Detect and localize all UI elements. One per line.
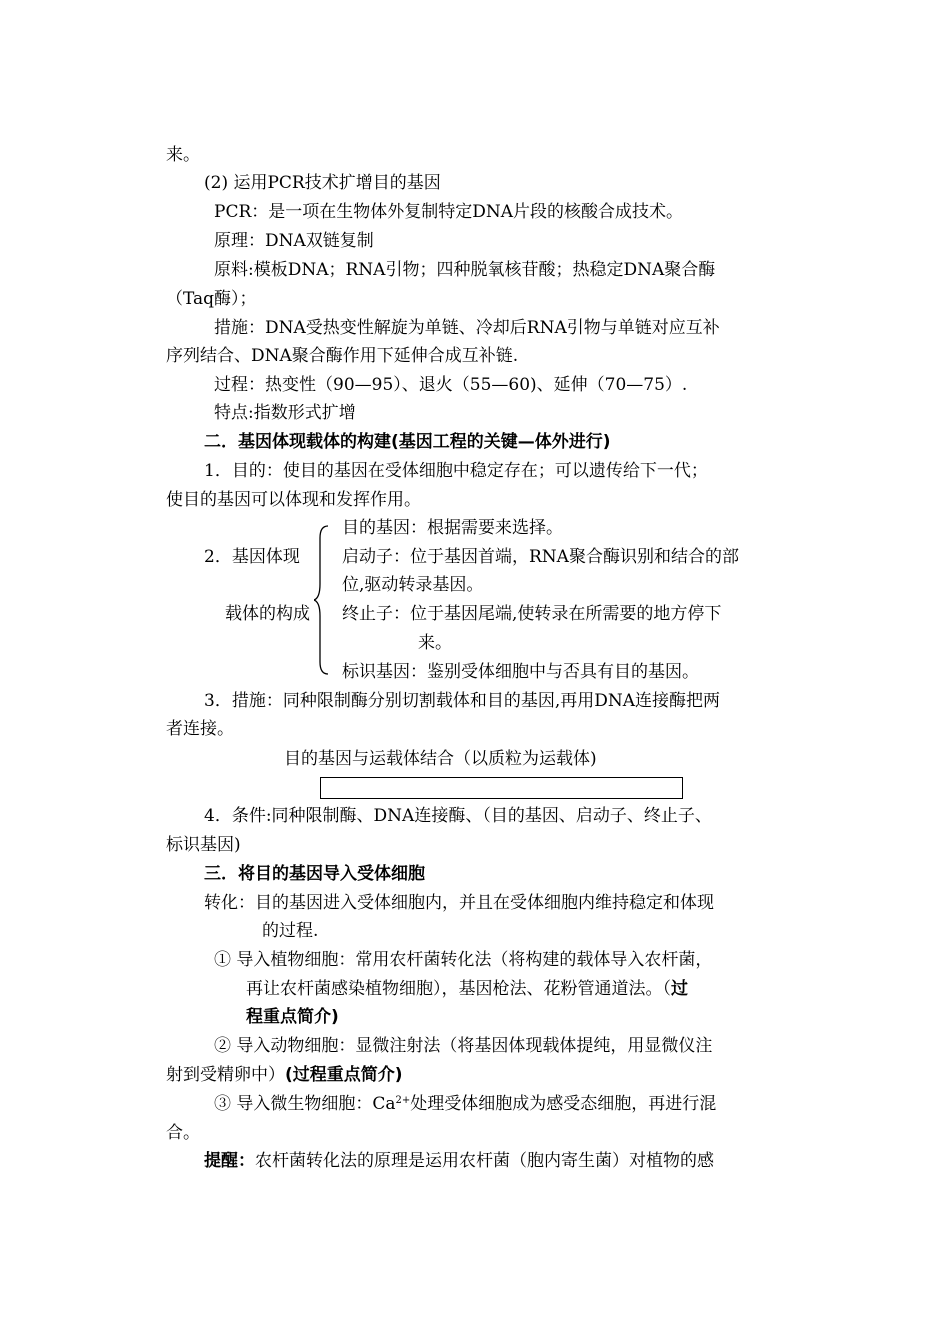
text-line: [204, 1149, 714, 1173]
text-line: 来。: [418, 633, 452, 653]
text-line: 标识基因): [166, 835, 241, 855]
text-line: 程重点简介): [246, 1007, 339, 1027]
text-span: 射到受精卵中）: [166, 1065, 285, 1085]
text-span: 农杆菌转化法的原理是运用农杆菌（胞内寄生菌）对植物的感: [255, 1151, 714, 1171]
text-line: 的过程.: [262, 921, 319, 941]
text-line: ② 导入动物细胞：显微注射法（将基因体现载体提纯，用显微仪注: [214, 1036, 713, 1056]
section-heading: 三．将目的基因导入受体细胞: [204, 864, 425, 884]
section-heading: 二．基因体现载体的构建(基因工程的关键—体外进行): [204, 432, 611, 452]
text-line: 合。: [166, 1123, 200, 1143]
text-line: 过程：热变性（90—95）、退火（55—60)、延伸（70—75）.: [214, 375, 688, 395]
text-span: 提醒：: [204, 1151, 255, 1171]
text-line: 序列结合、DNA聚合酶作用下延伸合成互补链.: [166, 346, 519, 366]
text-line: ① 导入植物细胞：常用农杆菌转化法（将构建的载体导入农杆菌，: [214, 950, 713, 970]
text-line: 载体的构成: [225, 604, 310, 624]
text-line: 终止子：位于基因尾端,使转录在所需要的地方停下: [342, 604, 722, 624]
text-line: 转化：目的基因进入受体细胞内，并且在受体细胞内维持稳定和体现: [204, 893, 714, 913]
text-line: 目的基因：根据需要来选择。: [342, 518, 563, 538]
text-line: 2．基因体现: [204, 547, 300, 567]
text-span: 再让农杆菌感染植物细胞），基因枪法、花粉管通道法。（: [246, 979, 671, 999]
text-line: 1．目的：使目的基因在受体细胞中稳定存在；可以遗传给下一代；: [204, 461, 708, 481]
text-line: 位,驱动转录基因。: [342, 575, 484, 595]
text-span: ③ 导入微生物细胞：Ca: [214, 1094, 396, 1114]
text-line: 原理：DNA双链复制: [214, 231, 374, 251]
text-line: PCR：是一项在生物体外复制特定DNA片段的核酸合成技术。: [214, 202, 684, 222]
text-line: 措施：DNA受热变性解旋为单链、冷却后RNA引物与单链对应互补: [214, 318, 720, 338]
subsection-heading: (2) 运用PCR技术扩增目的基因: [204, 173, 441, 193]
text-line: [166, 1063, 403, 1087]
text-line: 4．条件:同种限制酶、DNA连接酶、（目的基因、启动子、终止子、: [204, 806, 712, 826]
text-line: 目的基因与运载体结合（以质粒为运载体): [284, 749, 597, 769]
text-line: 使目的基因可以体现和发挥作用。: [166, 490, 421, 510]
text-line: [246, 977, 688, 1001]
blank-box: [320, 777, 683, 799]
text-line: 来。: [166, 145, 200, 165]
text-line: 启动子：位于基因首端，RNA聚合酶识别和结合的部: [342, 547, 739, 567]
superscript: 2+: [395, 1095, 411, 1106]
text-line: 3．措施：同种限制酶分别切割载体和目的基因,再用DNA连接酶把两: [204, 691, 721, 711]
text-line: 特点:指数形式扩增: [214, 403, 356, 423]
text-line: 原料:模板DNA；RNA引物；四种脱氧核苷酸；热稳定DNA聚合酶: [214, 260, 716, 280]
curly-brace: [314, 524, 334, 676]
text-line: （Taq酶）；: [166, 289, 257, 309]
text-span: 过: [671, 979, 688, 999]
text-span: (过程重点简介): [285, 1065, 403, 1085]
text-line: 标识基因：鉴别受体细胞中与否具有目的基因。: [342, 662, 699, 682]
text-line: 者连接。: [166, 719, 234, 739]
text-line: [214, 1092, 716, 1116]
text-span: 处理受体细胞成为感受态细胞，再进行混: [410, 1094, 717, 1114]
